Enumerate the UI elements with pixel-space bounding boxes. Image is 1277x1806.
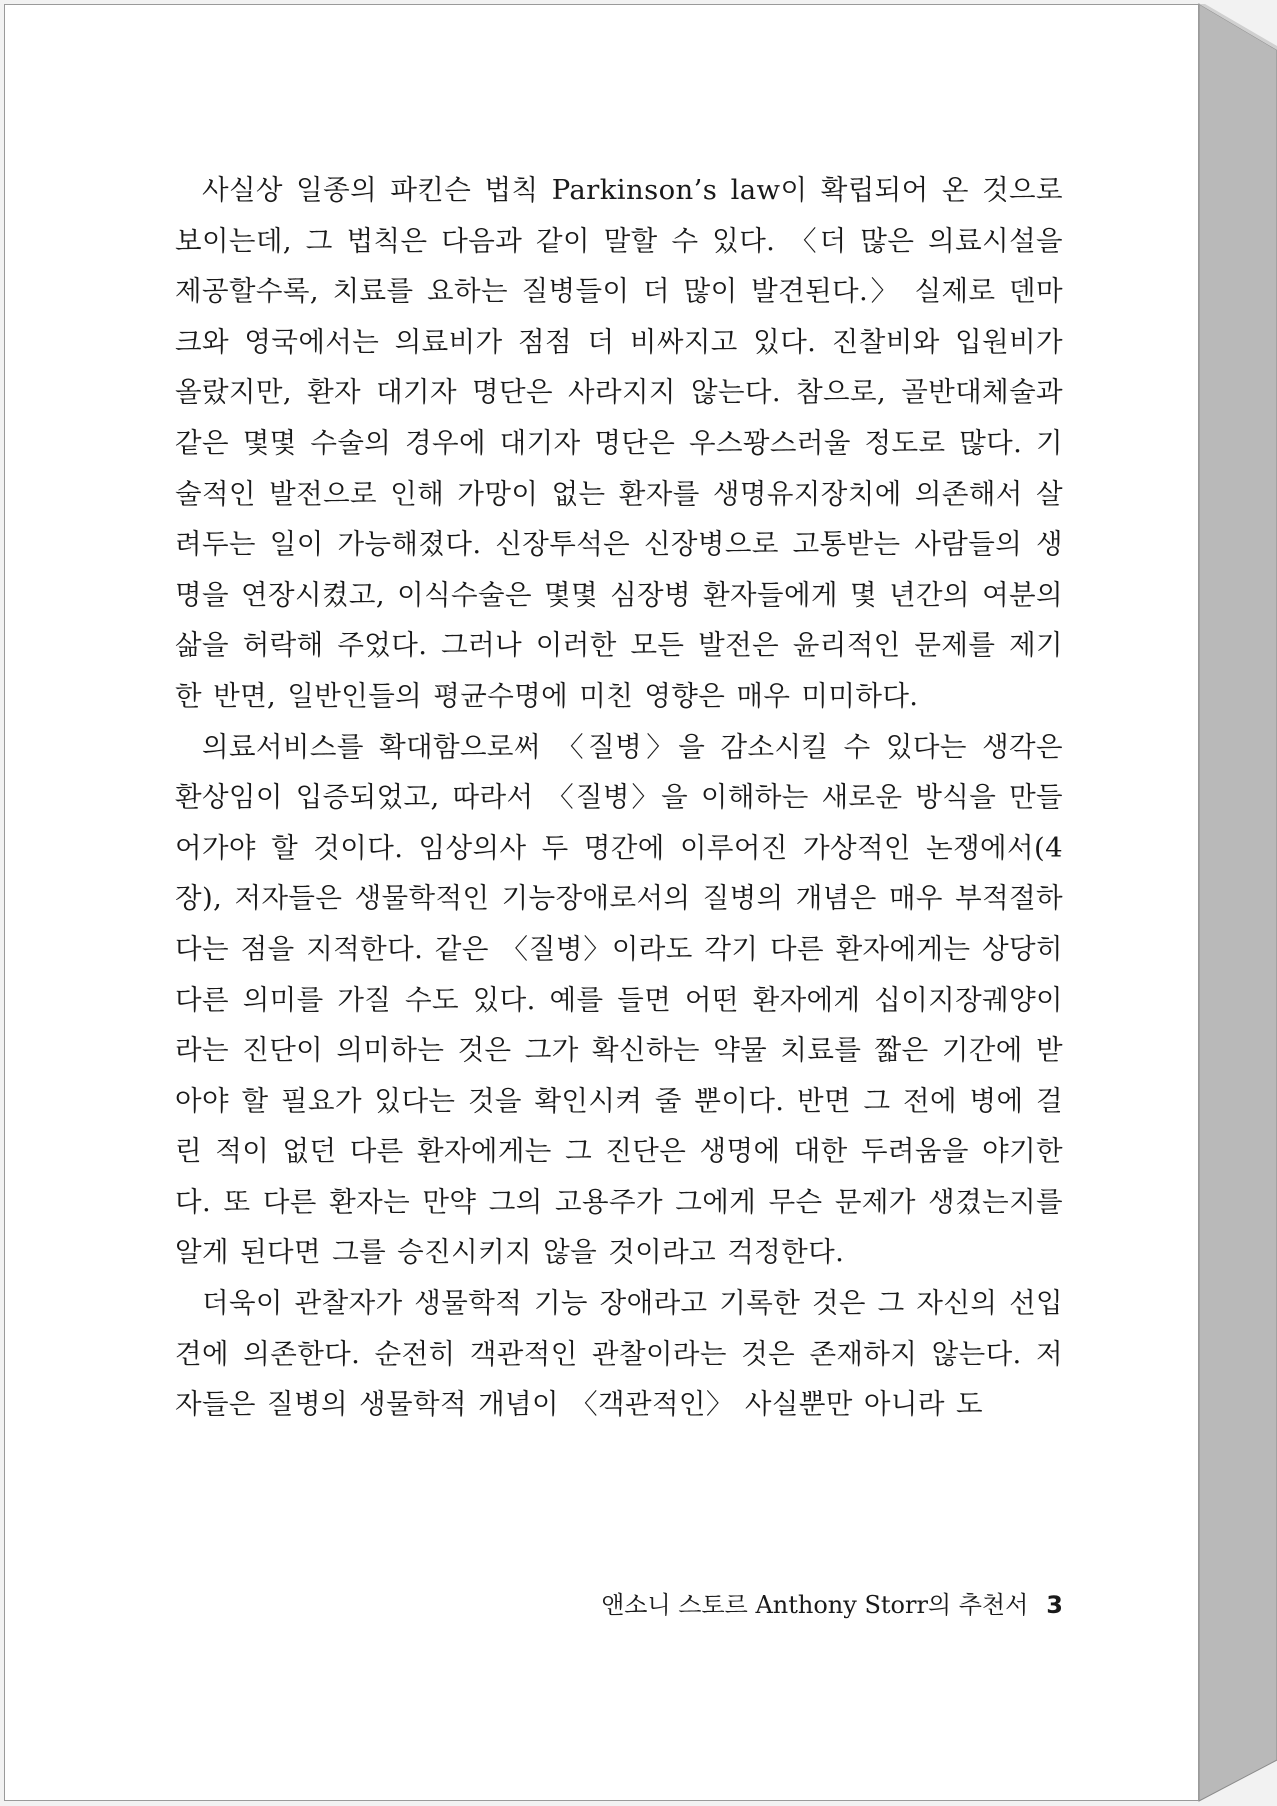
page-footer xyxy=(525,1585,1063,1620)
paragraph: 의료서비스를 확대함으로써 〈질병〉을 감소시킬 수 있다는 생각은 환상임이 입증되었고, 따라서 〈질병〉을 이해하는 새로운 방식을 만들어가야 할 것이다. 임상의사 두 명간에 이루어진 가상적인 논쟁에서(4장), 저자들은 생물학적인 기능장애로서의 질병의 개념은 매우 부적절하다는 점을 지적한다. 같은 〈질병〉이라도 각기 다른 환자에게는 상당히 다른 의미를 가질 수도 있다. 예를 들면 어떤 환자에게 십이지장궤양이라는 진단이 의미하는 것은 그가 확신하는 약물 치료를 짧은 기간에 받아야 할 필요가 있다는 것을 확인시켜 줄 뿐이다. 반면 그 전에 병에 걸린 적이 없던 다른 환자에게는 그 진단은 생명에 대한 두려움을 야기한다. 또 다른 환자는 만약 그의 고용주가 그에게 무슨 문제가 생겼는지를 알게 된다면 그를 승진시키지 않을 것이라고 걱정한다. xyxy=(175,730,1063,1269)
paragraph: 사실상 일종의 파킨슨 법칙 Parkinson’s law이 확립되어 온 것으로 보이는데, 그 법칙은 다음과 같이 말할 수 있다. 〈더 많은 의료시설을 제공할수록, 치료를 요하는 질병들이 더 많이 발견된다.〉 실제로 덴마크와 영국에서는 의료비가 점점 더 비싸지고 있다. 진찰비와 입원비가 올랐지만, 환자 대기자 명단은 사라지지 않는다. 참으로, 골반대체술과 같은 몇몇 수술의 경우에 대기자 명단은 우스꽝스러울 정도로 많다. 기술적인 발전으로 인해 가망이 없는 환자를 생명유지장치에 의존해서 살려두는 일이 가능해졌다. 신장투석은 신장병으로 고통받는 사람들의 생명을 연장시켰고, 이식수술은 몇몇 심장병 환자들에게 몇 년간의 여분의 삶을 허락해 주었다. 그러나 이러한 모든 발전은 윤리적인 문제를 제기한 반면, 일반인들의 평균수명에 미친 영향은 매우 미미하다. xyxy=(175,174,1063,712)
running-title: 앤소니 스토르 Anthony Storr의 추천서 xyxy=(601,1591,1029,1619)
page-number: 3 xyxy=(1046,1591,1063,1619)
paragraph: 더욱이 관찰자가 생물학적 기능 장애라고 기록한 것은 그 자신의 선입견에 의존한다. 순전히 객관적인 관찰이라는 것은 존재하지 않는다. 저자들은 질병의 생물학적 개념이 〈객관적인〉 사실뿐만 아니라 도 xyxy=(175,1287,1063,1421)
body-text xyxy=(175,165,1063,1430)
book-page xyxy=(4,4,1199,1801)
